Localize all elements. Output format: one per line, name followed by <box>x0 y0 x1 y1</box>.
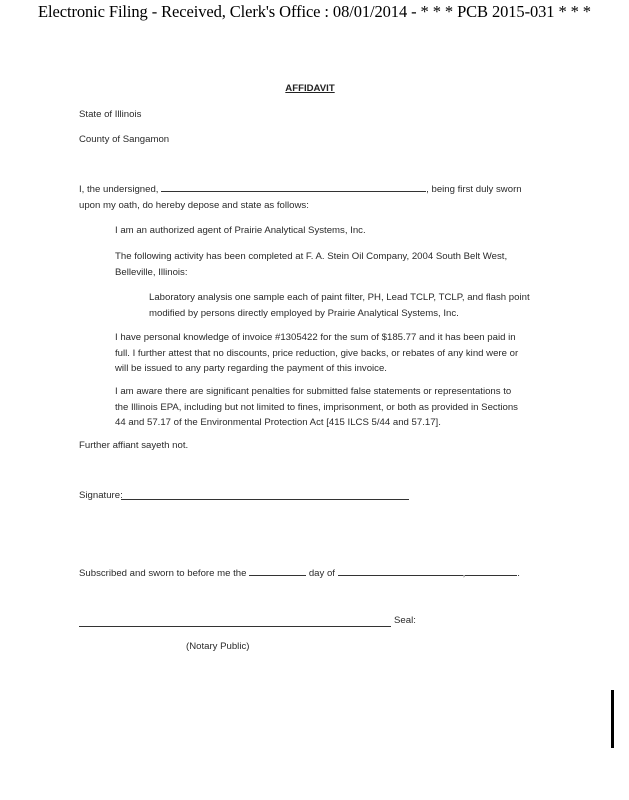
knowledge-line-3: will be issued to any party regarding the payment of this invoice. <box>115 363 387 374</box>
seal-label: Seal: <box>394 615 416 626</box>
day-of-label: day of <box>308 568 335 579</box>
activity-line-2: Belleville, Illinois: <box>115 266 188 278</box>
penalties-paragraph <box>115 384 518 431</box>
signature-line[interactable] <box>121 499 409 500</box>
name-blank <box>161 182 426 192</box>
penalties-line-1: I am aware there are significant penalties for submitted false statements or representations to <box>115 386 512 397</box>
intro-start: I, the undersigned, <box>79 184 159 195</box>
day-blank[interactable] <box>249 566 306 576</box>
lab-line-1: Laboratory analysis one sample each of paint filter, PH, Lead TCLP, TCLP, and flash point <box>149 292 530 303</box>
county-line: County of Sangamon <box>79 134 170 145</box>
subscribed-period: . <box>517 568 520 579</box>
intro-end: , being first duly sworn <box>426 184 522 195</box>
intro-line-2: upon my oath, do hereby depose and state as follows: <box>79 199 309 211</box>
penalties-line-3: 44 and 57.17 of the Environmental Protection Act [415 ILCS 5/44 and 57.17]. <box>115 417 441 428</box>
notary-signature-line[interactable] <box>79 626 391 627</box>
signature-label: Signature: <box>79 490 123 501</box>
knowledge-paragraph <box>115 330 518 377</box>
penalties-line-2: the Illinois EPA, including but not limited to fines, imprisonment, or both as provided in Sections <box>115 401 518 413</box>
activity-paragraph <box>115 249 507 280</box>
notary-public-label: (Notary Public) <box>186 641 250 652</box>
further-affiant: Further affiant sayeth not. <box>79 440 189 451</box>
intro-paragraph <box>79 182 522 213</box>
month-blank[interactable] <box>338 566 463 576</box>
lab-paragraph <box>149 290 530 321</box>
lab-line-2: modified by persons directly employed by Prairie Analytical Systems, Inc. <box>149 307 459 319</box>
knowledge-line-2: full. I further attest that no discounts, price reduction, give backs, or rebates of any kind were or <box>115 347 519 359</box>
subscribed-comma: , <box>462 568 466 579</box>
agent-statement: I am an authorized agent of Prairie Analytical Systems, Inc. <box>115 225 366 236</box>
activity-line-1: The following activity has been completed at F. A. Stein Oil Company, 2004 South Belt West, <box>115 251 508 262</box>
subscribed-line <box>79 566 520 579</box>
affidavit-title: AFFIDAVIT <box>285 83 335 94</box>
subscribed-start: Subscribed and sworn to before me the <box>79 568 247 579</box>
year-blank[interactable] <box>465 566 517 576</box>
state-line: State of Illinois <box>79 109 142 120</box>
intro-line-1 <box>79 182 522 198</box>
electronic-filing-header: Electronic Filing - Received, Clerk's Office : 08/01/2014 - * * * PCB 2015-031 * * * <box>38 2 591 21</box>
knowledge-line-1: I have personal knowledge of invoice #1305422 for the sum of $185.77 and it has been paid in <box>115 332 516 343</box>
scan-margin-mark <box>611 690 614 748</box>
